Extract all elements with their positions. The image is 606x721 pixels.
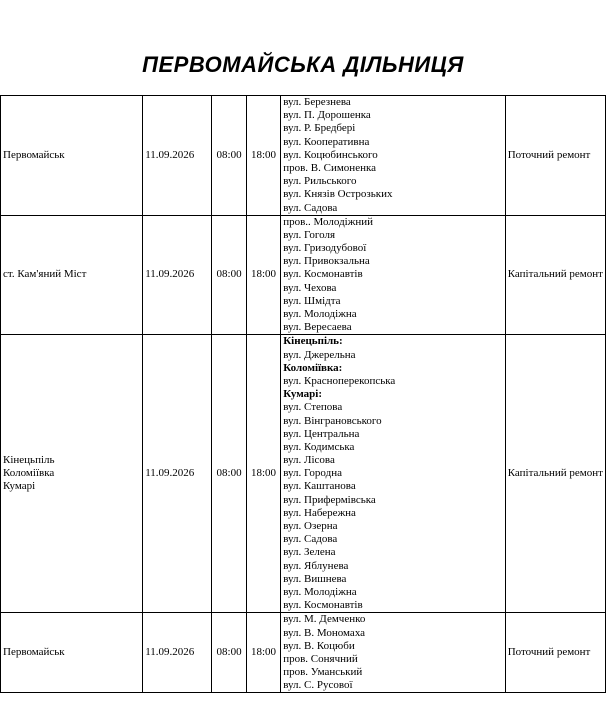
street-item: вул. Молодіжна [283,585,357,598]
location-name: Коломіївка [3,467,55,480]
street-item: вул. Чехова [283,281,337,294]
table-row [1,613,606,693]
street-item: пров.. Молодіжний [283,215,373,228]
street-item: вул. В. Коцюби [283,639,355,652]
street-item: вул. Березнева [283,96,351,108]
street-item: вул. Садова [283,201,338,214]
location-cell [1,335,143,613]
start-time-cell: 08:00 [212,96,246,216]
location-cell [1,215,143,335]
street-item: пров. Сонячний [283,652,358,665]
street-item: вул. Городна [283,467,342,480]
street-item: вул. Лісова [283,454,335,467]
start-time-cell: 08:00 [212,613,246,693]
table-row [1,215,606,335]
streets-cell [281,215,506,335]
location-cell [1,96,143,216]
start-time-cell: 08:00 [212,215,246,335]
street-item: вул. Центральна [283,427,360,440]
location-name: Кумарі [3,480,36,493]
street-item: вул. Каштанова [283,480,356,493]
street-item: вул. Вишнева [283,572,347,585]
settlement-heading: Кінецьпіль: [283,335,343,348]
street-item: вул. Гоголя [283,228,336,241]
street-item: пров. Уманський [283,666,363,679]
location-cell [1,613,143,693]
street-item: вул. Р. Бредбері [283,122,356,135]
location-name: Первомайськ [3,646,65,659]
repair-type-cell: Капітальний ремонт [505,215,605,335]
page-title: ПЕРВОМАЙСЬКА ДІЛЬНИЦЯ [142,52,464,77]
location-name: ст. Кам'яний Міст [3,268,87,281]
repair-type-cell: Капітальний ремонт [505,335,605,613]
street-item: вул. Вінграновського [283,414,382,427]
date-cell: 11.09.2026 [143,96,212,216]
repair-type-cell: Поточний ремонт [505,96,605,216]
street-item: вул. Гризодубової [283,242,367,255]
street-item: вул. Привокзальна [283,255,370,268]
street-item: вул. Красноперекопська [283,374,396,387]
end-time-cell: 18:00 [246,613,280,693]
end-time-cell: 18:00 [246,335,280,613]
street-item: вул. Князів Острозьких [283,188,393,201]
street-item: вул. Рильського [283,175,357,188]
street-item: вул. Озерна [283,520,338,532]
outage-schedule-table [0,95,606,693]
street-item: вул. П. Дорошенка [283,109,371,122]
street-item: вул. Молодіжна [283,308,357,320]
street-item: вул. Яблунева [283,559,349,572]
street-item: вул. Зелена [283,546,336,559]
street-item: вул. С. Русової [283,679,353,692]
streets-cell [281,96,506,216]
settlement-heading: Коломіївка: [283,361,343,374]
street-item: вул. Степова [283,401,343,414]
street-item: пров. В. Симоненка [283,161,377,174]
start-time-cell: 08:00 [212,335,246,613]
date-cell: 11.09.2026 [143,613,212,693]
date-cell: 11.09.2026 [143,335,212,613]
street-item: вул. Шмідта [283,294,341,307]
street-item: вул. Джерельна [283,348,356,361]
street-item: вул. Садова [283,533,338,546]
street-item: вул. Коцюбинського [283,148,378,161]
street-item: вул. Кооперативна [283,135,370,148]
repair-type-cell: Поточний ремонт [505,613,605,693]
street-item: вул. М. Демченко [283,613,366,626]
streets-cell [281,335,506,613]
location-name: Кінецьпіль [3,454,55,467]
table-row [1,335,606,613]
end-time-cell: 18:00 [246,96,280,216]
street-item: вул. Вересаева [283,321,352,334]
street-item: вул. Набережна [283,506,356,519]
street-item: вул. В. Мономаха [283,626,366,639]
streets-cell [281,613,506,693]
street-item: вул. Космонавтів [283,268,363,281]
location-name: Первомайськ [3,148,65,161]
street-item: вул. Прифермівська [283,493,376,506]
street-item: вул. Кодимська [283,440,355,453]
date-cell: 11.09.2026 [143,215,212,335]
settlement-heading: Кумарі: [283,388,323,401]
end-time-cell: 18:00 [246,215,280,335]
table-row [1,96,606,216]
street-item: вул. Космонавтів [283,599,363,612]
